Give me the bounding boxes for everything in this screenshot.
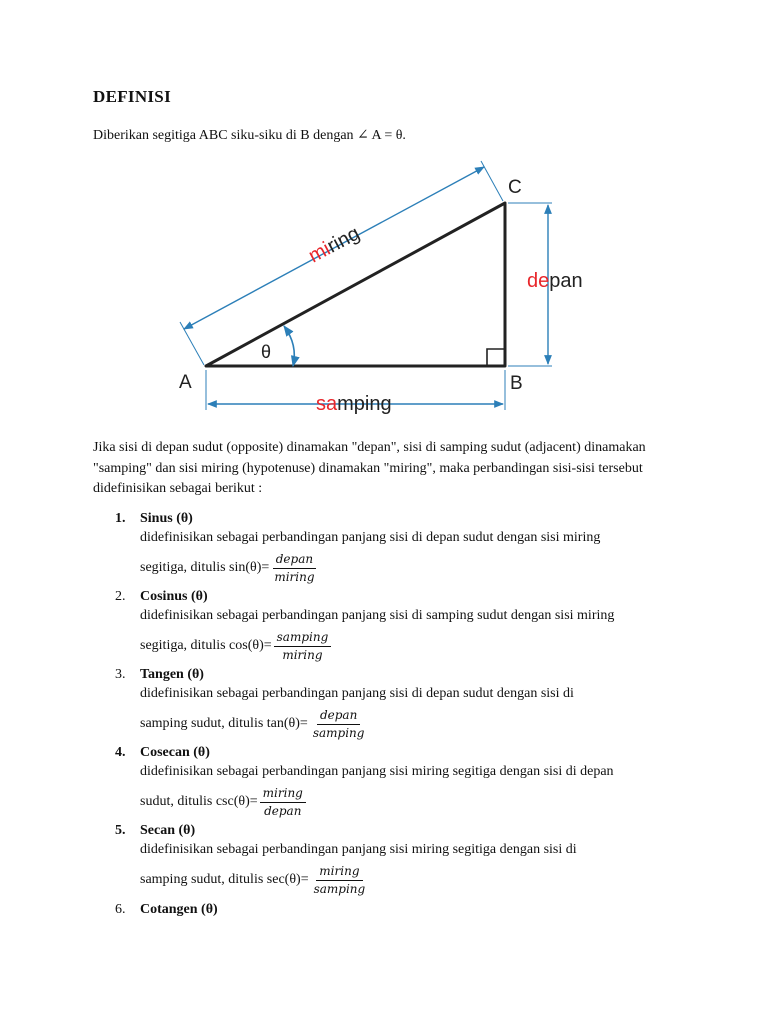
fraction-numerator: depan bbox=[317, 708, 360, 725]
fraction-numerator: miring bbox=[316, 864, 362, 881]
item-title: Sinus (θ) bbox=[140, 511, 193, 526]
item-description: didefinisikan sebagai perbandingan panjang sisi di depan sudut dengan sisi miring bbox=[140, 530, 601, 545]
fraction bbox=[271, 552, 317, 585]
item-formula bbox=[140, 629, 331, 663]
angle-label: θ bbox=[261, 342, 272, 362]
miring-label bbox=[305, 222, 363, 267]
item-number: 6. bbox=[115, 902, 126, 917]
item-number: 4. bbox=[115, 745, 126, 760]
item-formula bbox=[140, 785, 306, 819]
item-title: Cotangen (θ) bbox=[140, 902, 218, 917]
vertex-label-b: B bbox=[510, 373, 523, 394]
fraction-numerator: miring bbox=[260, 786, 306, 803]
fraction-numerator: depan bbox=[273, 552, 316, 569]
samping-label-highlight: sa bbox=[316, 393, 338, 415]
samping-label bbox=[316, 393, 392, 415]
formula-prefix: sudut, ditulis csc(θ)= bbox=[140, 794, 258, 809]
item-description: didefinisikan sebagai perbandingan panjang sisi di samping sudut dengan sisi miring bbox=[140, 608, 615, 623]
item-number: 5. bbox=[115, 823, 126, 838]
formula-prefix: samping sudut, ditulis tan(θ)= bbox=[140, 716, 308, 731]
depan-label-highlight: de bbox=[527, 270, 550, 292]
item-number: 2. bbox=[115, 589, 126, 604]
fraction-denominator: samping bbox=[312, 725, 365, 740]
page-title: DEFINISI bbox=[93, 87, 171, 106]
extension-line-a bbox=[180, 322, 204, 365]
item-title: Tangen (θ) bbox=[140, 667, 204, 682]
item-description: didefinisikan sebagai perbandingan panjang sisi miring segitiga dengan sisi di depan bbox=[140, 764, 614, 779]
vertex-label-a: A bbox=[179, 372, 192, 393]
item-formula bbox=[140, 707, 367, 741]
angle-arc bbox=[284, 326, 294, 366]
fraction bbox=[260, 786, 306, 819]
depan-label bbox=[527, 270, 583, 292]
formula-prefix: samping sudut, ditulis sec(θ)= bbox=[140, 872, 309, 887]
fraction-denominator: miring bbox=[282, 647, 323, 662]
item-number: 1. bbox=[115, 511, 126, 526]
item-title: Cosecan (θ) bbox=[140, 745, 210, 760]
fraction-denominator: samping bbox=[313, 881, 366, 896]
miring-label-rest: ring bbox=[323, 222, 364, 258]
depan-label-rest: pan bbox=[549, 270, 583, 292]
miring-label-highlight: mi bbox=[305, 238, 334, 268]
item-description: didefinisikan sebagai perbandingan panjang sisi di depan sudut dengan sisi di bbox=[140, 686, 574, 701]
fraction-denominator: depan bbox=[264, 803, 302, 818]
explanation-paragraph: Jika sisi di depan sudut (opposite) dinamakan "depan", sisi di samping sudut (adjacent) dinamakan "samping" dan sisi miring (hypotenuse) dinamakan "miring", maka perbandingan sisi-sisi tersebut didefinisikan sebagai berikut : bbox=[93, 440, 646, 496]
item-formula bbox=[140, 551, 318, 585]
samping-label-rest: mping bbox=[337, 393, 392, 415]
item-title: Secan (θ) bbox=[140, 823, 196, 838]
vertex-label-c: C bbox=[508, 177, 522, 198]
right-angle-mark bbox=[487, 349, 505, 366]
item-description: didefinisikan sebagai perbandingan panjang sisi miring segitiga dengan sisi di bbox=[140, 842, 577, 857]
item-number: 3. bbox=[115, 667, 126, 682]
extension-line-c bbox=[481, 161, 503, 201]
fraction-numerator: samping bbox=[274, 630, 332, 647]
fraction bbox=[311, 864, 369, 897]
item-title: Cosinus (θ) bbox=[140, 589, 208, 604]
fraction-denominator: miring bbox=[274, 569, 315, 584]
triangle-figure bbox=[160, 160, 600, 425]
intro-text: Diberikan segitiga ABC siku-siku di B dengan ∠ A = θ. bbox=[93, 128, 406, 143]
fraction bbox=[274, 630, 332, 663]
formula-prefix: segitiga, ditulis sin(θ)= bbox=[140, 560, 270, 575]
formula-prefix: segitiga, ditulis cos(θ)= bbox=[140, 638, 272, 653]
fraction bbox=[310, 708, 368, 741]
item-formula bbox=[140, 863, 368, 897]
